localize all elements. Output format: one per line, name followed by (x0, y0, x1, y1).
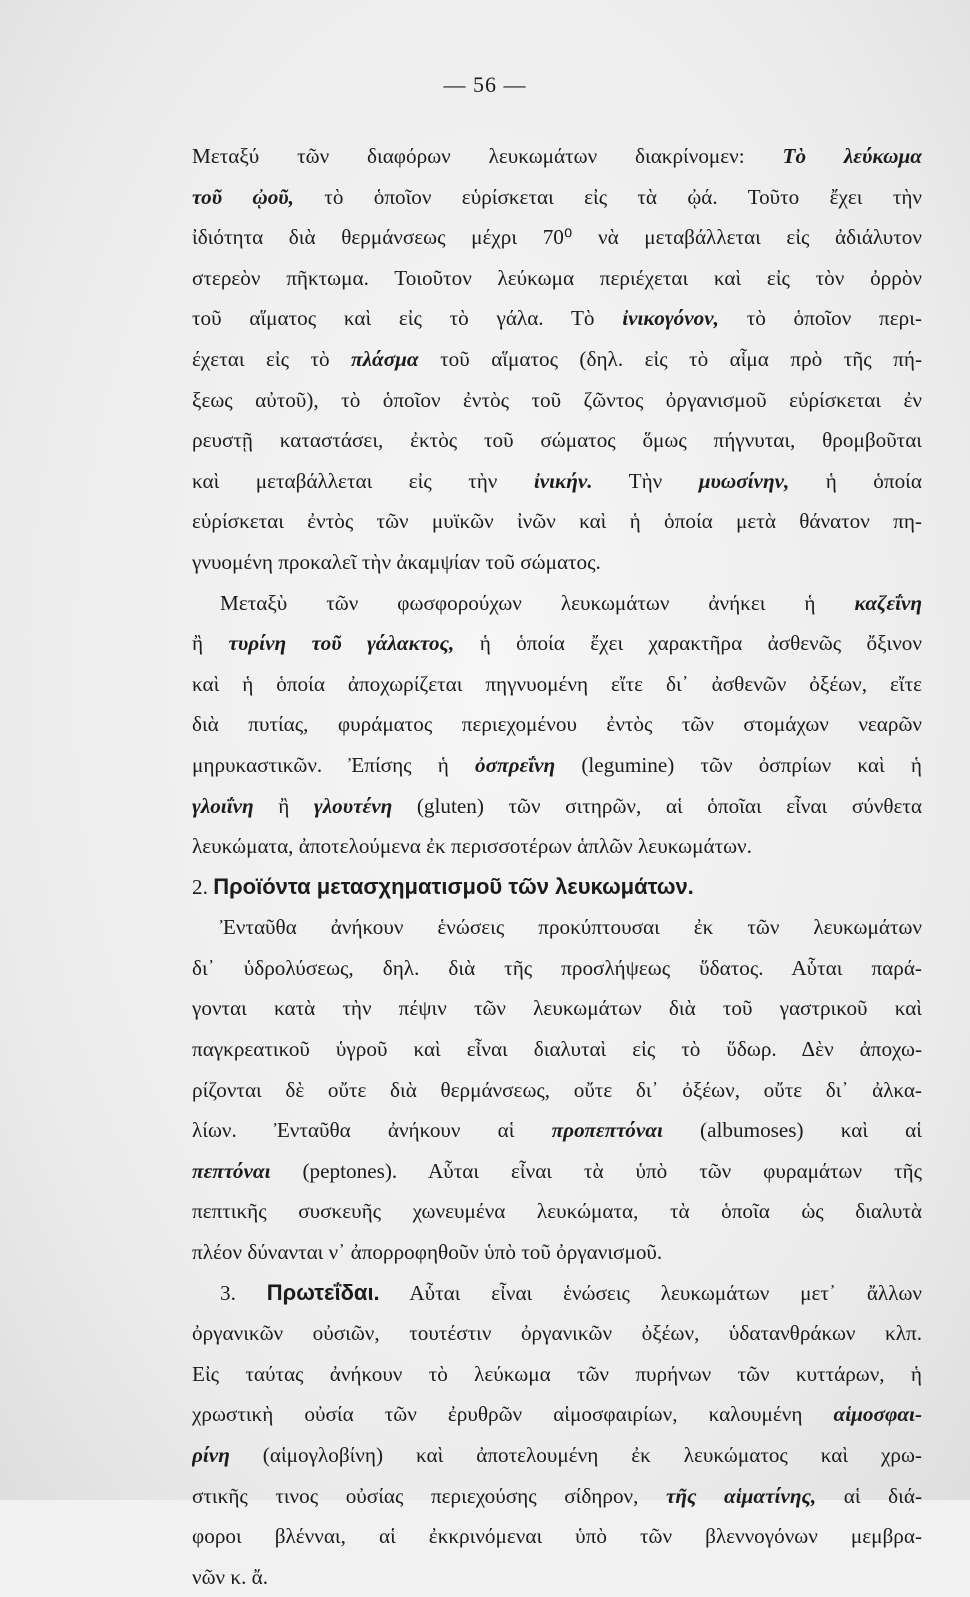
text-run: στικῆς τινος οὐσίας περιεχούσης σίδηρον, (192, 1483, 666, 1508)
text-run: γνυομένη προκαλεῖ τὴν ἀκαμψίαν τοῦ σώματος. (192, 549, 601, 574)
text-line (192, 380, 922, 421)
text-line (192, 258, 922, 299)
text-line (192, 298, 922, 339)
text-run: ρίζονται δὲ οὔτε διὰ θερμάνσεως, οὔτε δι᾽ ὀξέων, οὔτε δι᾽ ἀλκα- (192, 1077, 922, 1102)
text-run: τὸ ὁποῖον περι- (718, 306, 922, 331)
emphasized-term: ρίνη (192, 1443, 230, 1467)
emphasized-term: ὀσπρεΐνη (475, 752, 556, 777)
text-line (192, 867, 922, 908)
section-heading: Προϊόντα μετασχηματισμοῦ τῶν λευκωμάτων. (213, 873, 694, 899)
text-line (192, 1191, 922, 1232)
text-run: λίων. Ἐνταῦθα ἀνήκουν αἱ (192, 1118, 552, 1143)
text-run: 2. (192, 874, 214, 899)
text-line (192, 339, 922, 380)
text-line (192, 948, 922, 989)
emphasized-term: τοῦ ᾠοῦ, (192, 184, 294, 209)
text-line (192, 1354, 922, 1395)
text-run: (albumoses) καὶ αἱ (662, 1118, 922, 1143)
text-line (192, 907, 922, 948)
text-line (192, 1476, 922, 1517)
text-run: ἰδιότητα διὰ θερμάνσεως μέχρι 70⁰ νὰ μεταβάλλεται εἰς ἀδιάλυτον (192, 225, 922, 250)
text-run: χρωστικὴ οὐσία τῶν ἐρυθρῶν αἱμοσφαιρίων, καλουμένη (192, 1402, 834, 1427)
text-line (192, 420, 922, 461)
page-number: — 56 — (443, 72, 527, 97)
text-line (192, 461, 922, 502)
text-run: (αἱμογλοβίνη) καὶ ἀποτελουμένη ἐκ λευκώματος καὶ χρω- (229, 1443, 922, 1467)
text-run: Τὴν (592, 468, 699, 493)
text-run: αἱ διά- (816, 1483, 922, 1508)
text-run: Εἰς ταύτας ἀνήκουν τὸ λεύκωμα τῶν πυρήνων τῶν κυττάρων, ἡ (192, 1361, 922, 1386)
text-run: ἡ ὁποία ἔχει χαρακτῆρα ἀσθενῶς ὄξινον (454, 631, 922, 656)
text-line (192, 1070, 922, 1111)
text-line (192, 988, 922, 1029)
text-line (192, 542, 922, 583)
text-line (192, 826, 922, 867)
text-line (192, 664, 922, 705)
text-run: διὰ πυτίας, φυράματος περιεχομένου ἐντὸς τῶν στομάχων νεαρῶν (192, 712, 922, 737)
text-line (192, 1394, 922, 1435)
emphasized-term: αἱμοσφαι- (833, 1402, 922, 1427)
text-line (192, 745, 922, 786)
text-line (192, 786, 922, 827)
text-line (192, 1516, 922, 1557)
text-run: Ἐνταῦθα ἀνήκουν ἑνώσεις προκύπτουσαι ἐκ τῶν λευκωμάτων (220, 915, 922, 940)
text-line (192, 1435, 922, 1476)
text-line (192, 1151, 922, 1192)
text-run: τοῦ αἵματος καὶ εἰς τὸ γάλα. Τὸ (192, 306, 623, 331)
text-run: ὀργανικῶν οὐσιῶν, τουτέστιν ὀργανικῶν ὀξέων, ὑδατανθράκων κλπ. (192, 1321, 922, 1346)
text-run: νῶν κ. ἄ. (192, 1564, 269, 1589)
text-line (192, 1557, 922, 1597)
text-run: δι᾽ ὑδρολύσεως, δηλ. διὰ τῆς προσλήψεως ὕδατος. Αὗται παρά- (192, 955, 922, 980)
emphasized-term: γλοιΐνη (192, 793, 254, 818)
emphasized-term: ἰνικογόνον, (622, 306, 719, 331)
text-run: Μεταξὺ τῶν φωσφορούχων λευκωμάτων ἀνήκει ἡ (220, 590, 855, 615)
emphasized-term: καζεΐνη (854, 590, 922, 615)
text-run: πεπτικῆς συσκευῆς χωνευμένα λευκώματα, τὰ ὁποῖα ὡς διαλυτὰ (192, 1199, 922, 1224)
text-run: (legumine) τῶν ὀσπρίων καὶ ἡ (555, 752, 922, 777)
emphasized-term: πλάσμα (351, 346, 419, 371)
text-run: (peptones). Αὗται εἶναι τὰ ὑπὸ τῶν φυραμάτων τῆς (270, 1158, 922, 1183)
text-run: 3. (220, 1280, 267, 1305)
text-run: μηρυκαστικῶν. Ἐπίσης ἡ (192, 752, 476, 777)
text-run: εὑρίσκεται ἐντὸς τῶν μυϊκῶν ἰνῶν καὶ ἡ ὁποία μετὰ θάνατον πη- (192, 509, 922, 534)
text-line (192, 1273, 922, 1314)
text-line (192, 583, 922, 624)
text-run: Μεταξύ τῶν διαφόρων λευκωμάτων διακρίνομεν: (192, 144, 783, 168)
text-run: τὸ ὁποῖον εὑρίσκεται εἰς τὰ ᾠά. Τοῦτο ἔχει τὴν (293, 184, 922, 209)
emphasized-term: ἰνικήν. (533, 468, 593, 493)
emphasized-term: τυρίνη τοῦ γάλακτος, (228, 631, 455, 656)
text-line (192, 1110, 922, 1151)
text-run: λευκώματα, ἀποτελούμενα ἐκ περισσοτέρων ἁπλῶν λευκωμάτων. (192, 834, 752, 859)
text-run: ἡ ὁποία (789, 468, 922, 493)
text-run: καὶ μεταβάλλεται εἰς τὴν (192, 468, 534, 493)
text-line (192, 623, 922, 664)
text-run: καὶ ἡ ὁποία ἀποχωρίζεται πηγνυομένη εἴτε δι᾽ ἀσθενῶν ὀξέων, εἴτε (192, 671, 922, 696)
text-run: έχεται εἰς τὸ (192, 346, 352, 371)
text-run: ἢ (253, 793, 314, 818)
emphasized-term: προπεπτόναι (551, 1118, 663, 1143)
text-line (192, 501, 922, 542)
emphasized-term: μυωσίνην, (698, 468, 790, 493)
body-text (192, 136, 922, 1597)
emphasized-term: γλουτένη (313, 793, 393, 818)
emphasized-term: Τὸ λεύκωμα (782, 144, 922, 168)
text-run: πλέον δύνανται ν᾽ ἀπορροφηθοῦν ὑπὸ τοῦ ὀργανισμοῦ. (192, 1240, 663, 1265)
text-run: στερεὸν πῆκτωμα. Τοιοῦτον λεύκωμα περιέχεται καὶ εἰς τὸν ὀρρὸν (192, 265, 922, 290)
text-run: παγκρεατικοῦ ὑγροῦ καὶ εἶναι διαλυταὶ εἰς τὸ ὕδωρ. Δὲν ἀποχω- (192, 1037, 922, 1062)
text-line (192, 217, 922, 258)
text-run: ρευστῇ καταστάσει, ἐκτὸς τοῦ σώματος ὅμως πήγνυται, θρομβοῦται (192, 428, 922, 453)
section-heading: Πρωτεΐδαι. (266, 1279, 380, 1305)
text-line (192, 1232, 922, 1273)
text-run: ξεως αὐτοῦ), τὸ ὁποῖον ἐντὸς τοῦ ζῶντος ὀργανισμοῦ εὑρίσκεται ἐν (192, 387, 922, 412)
text-line (192, 136, 922, 177)
text-line (192, 1029, 922, 1070)
text-run: φοροι βλένναι, αἱ ἐκκρινόμεναι ὑπὸ τῶν βλεννογόνων μεμβρα- (192, 1524, 922, 1549)
text-run: Αὗται εἶναι ἑνώσεις λευκωμάτων μετ᾽ ἄλλων (379, 1280, 922, 1305)
text-run: γονται κατὰ τὴν πέψιν τῶν λευκωμάτων διὰ τοῦ γαστρικοῦ καὶ (192, 996, 922, 1021)
emphasized-term: πεπτόναι (192, 1158, 271, 1183)
text-run: (gluten) τῶν σιτηρῶν, αἱ ὁποῖαι εἶναι σύνθετα (392, 793, 922, 818)
text-run: τοῦ αἵματος (δηλ. εἰς τὸ αἷμα πρὸ τῆς πή- (418, 346, 922, 371)
emphasized-term: τῆς αἱματίνης, (666, 1483, 817, 1508)
text-line (192, 177, 922, 218)
text-line (192, 704, 922, 745)
text-run: ἢ (192, 631, 229, 656)
text-line (192, 1313, 922, 1354)
